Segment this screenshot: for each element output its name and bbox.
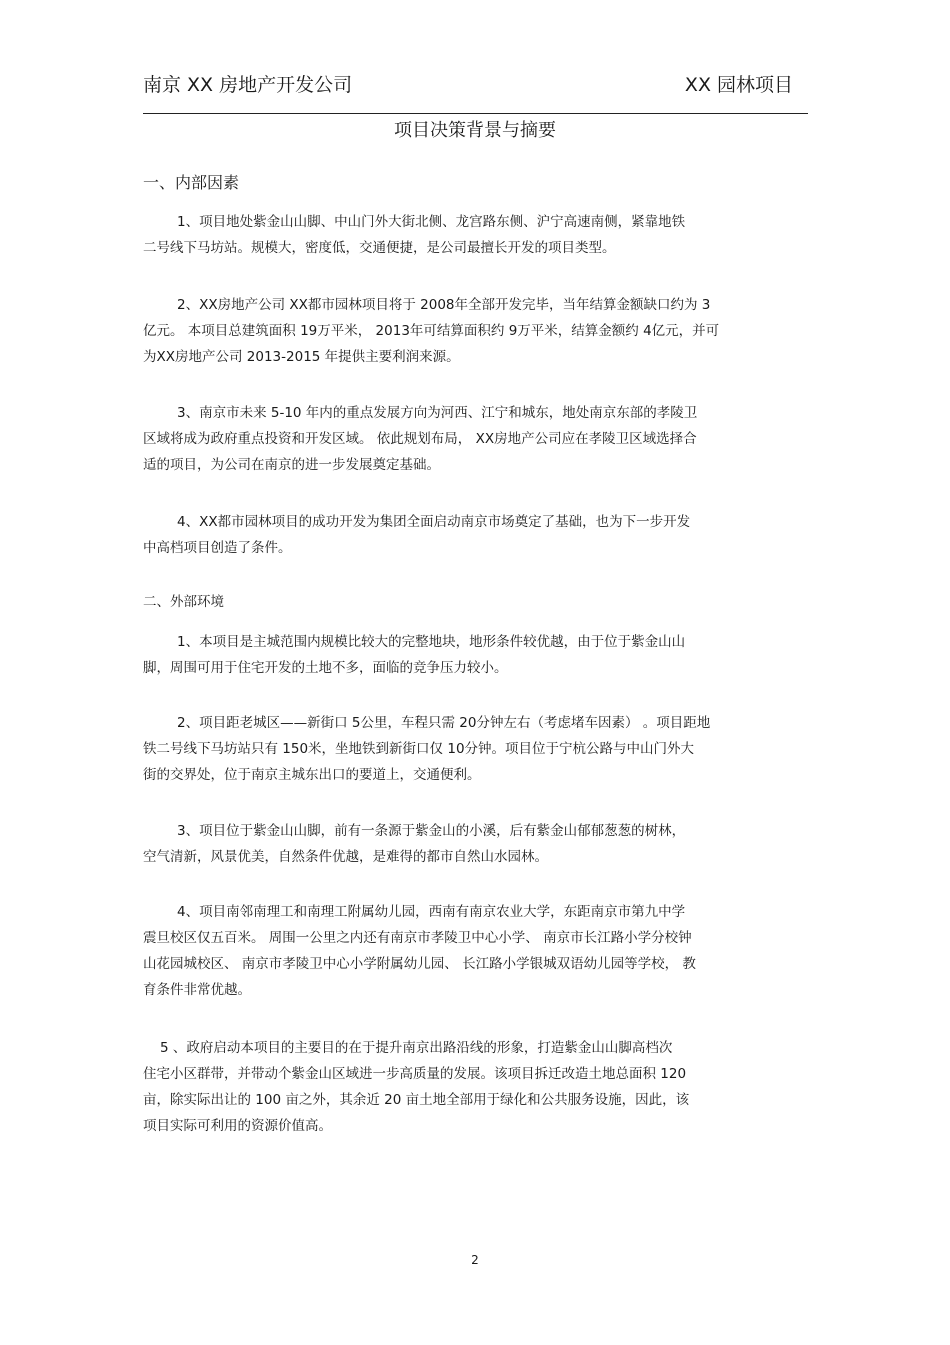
section-heading-external: 二、外部环境	[143, 594, 224, 610]
paragraph-internal-4	[143, 509, 808, 561]
text-line: 脚，周围可用于住宅开发的土地不多，面临的竞争压力较小。	[143, 660, 508, 676]
text-line: 震旦校区仅五百米。 周围一公里之内还有南京市孝陵卫中心小学、 南京市长江路小学分校钟	[143, 930, 692, 946]
text-line: 空气清新，风景优美，自然条件优越，是难得的都市自然山水园林。	[143, 849, 548, 865]
page-number: 2	[471, 1253, 479, 1267]
paragraph-external-4	[143, 899, 808, 1003]
text-line: 3、南京市未来 5-10 年内的重点发展方向为河西、江宁和城东，地处南京东部的孝陵卫	[177, 405, 698, 421]
paragraph-external-1	[143, 629, 808, 681]
text-line: 育条件非常优越。	[143, 982, 251, 998]
text-line: 4、项目南邻南理工和南理工附属幼儿园，西南有南京农业大学，东距南京市第九中学	[177, 904, 686, 920]
text-line: 1、本项目是主城范围内规模比较大的完整地块，地形条件较优越，由于位于紫金山山	[177, 634, 686, 650]
text-line: 山花园城校区、 南京市孝陵卫中心小学附属幼儿园、 长江路小学银城双语幼儿园等学校， 教	[143, 956, 696, 972]
text-line: 4、XX都市园林项目的成功开发为集团全面启动南京市场奠定了基础，也为下一步开发	[177, 514, 691, 530]
text-line: 3、项目位于紫金山山脚，前有一条源于紫金山的小溪，后有紫金山郁郁葱葱的树林，	[177, 823, 686, 839]
text-line: 区域将成为政府重点投资和开发区域。 依此规划布局， XX房地产公司应在孝陵卫区域选择合	[143, 431, 697, 447]
text-line: 亿元。 本项目总建筑面积 19万平米， 2013年可结算面积约 9万平米，结算金额约 4亿元，并可	[143, 323, 720, 339]
text-line: 二号线下马坊站。规模大，密度低，交通便捷，是公司最擅长开发的项目类型。	[143, 240, 616, 256]
header-divider	[143, 113, 808, 114]
paragraph-internal-3	[143, 400, 808, 478]
text-line: 2、XX房地产公司 XX都市园林项目将于 2008年全部开发完毕，当年结算金额缺口约为 3	[177, 297, 711, 313]
text-line: 1、项目地处紫金山山脚、中山门外大街北侧、龙宫路东侧、沪宁高速南侧，紧靠地铁	[177, 214, 686, 230]
text-line: 项目实际可利用的资源价值高。	[143, 1118, 332, 1134]
text-line: 街的交界处，位于南京主城东出口的要道上，交通便利。	[143, 767, 481, 783]
paragraph-external-5	[143, 1035, 808, 1139]
section-heading-internal: 一、内部因素	[143, 173, 240, 192]
paragraph-external-2	[143, 710, 808, 788]
header-company-name: 南京 XX 房地产开发公司	[143, 74, 353, 96]
text-line: 住宅小区群带，并带动个紫金山区域进一步高质量的发展。该项目拆迁改造土地总面积 120	[143, 1066, 687, 1082]
text-line: 为XX房地产公司 2013-2015 年提供主要利润来源。	[143, 349, 460, 365]
paragraph-internal-1	[143, 209, 808, 261]
text-line: 中高档项目创造了条件。	[143, 540, 292, 556]
header-project-name: XX 园林项目	[684, 74, 793, 96]
text-line: 铁二号线下马坊站只有 150米，坐地铁到新街口仅 10分钟。项目位于宁杭公路与中山门外大	[143, 741, 695, 757]
document-title: 项目决策背景与摘要	[394, 120, 556, 141]
text-line: 适的项目，为公司在南京的进一步发展奠定基础。	[143, 457, 440, 473]
paragraph-internal-2	[143, 292, 808, 370]
paragraph-external-3	[143, 818, 808, 870]
text-line: 亩，除实际出让的 100 亩之外，其余近 20 亩土地全部用于绿化和公共服务设施，因此，该	[143, 1092, 690, 1108]
text-line: 5 、政府启动本项目的主要目的在于提升南京出路沿线的形象，打造紫金山山脚高档次	[160, 1040, 673, 1056]
text-line: 2、项目距老城区——新街口 5公里，车程只需 20分钟左右（考虑堵车因素） 。项目距地	[177, 715, 711, 731]
page-header	[143, 70, 793, 100]
